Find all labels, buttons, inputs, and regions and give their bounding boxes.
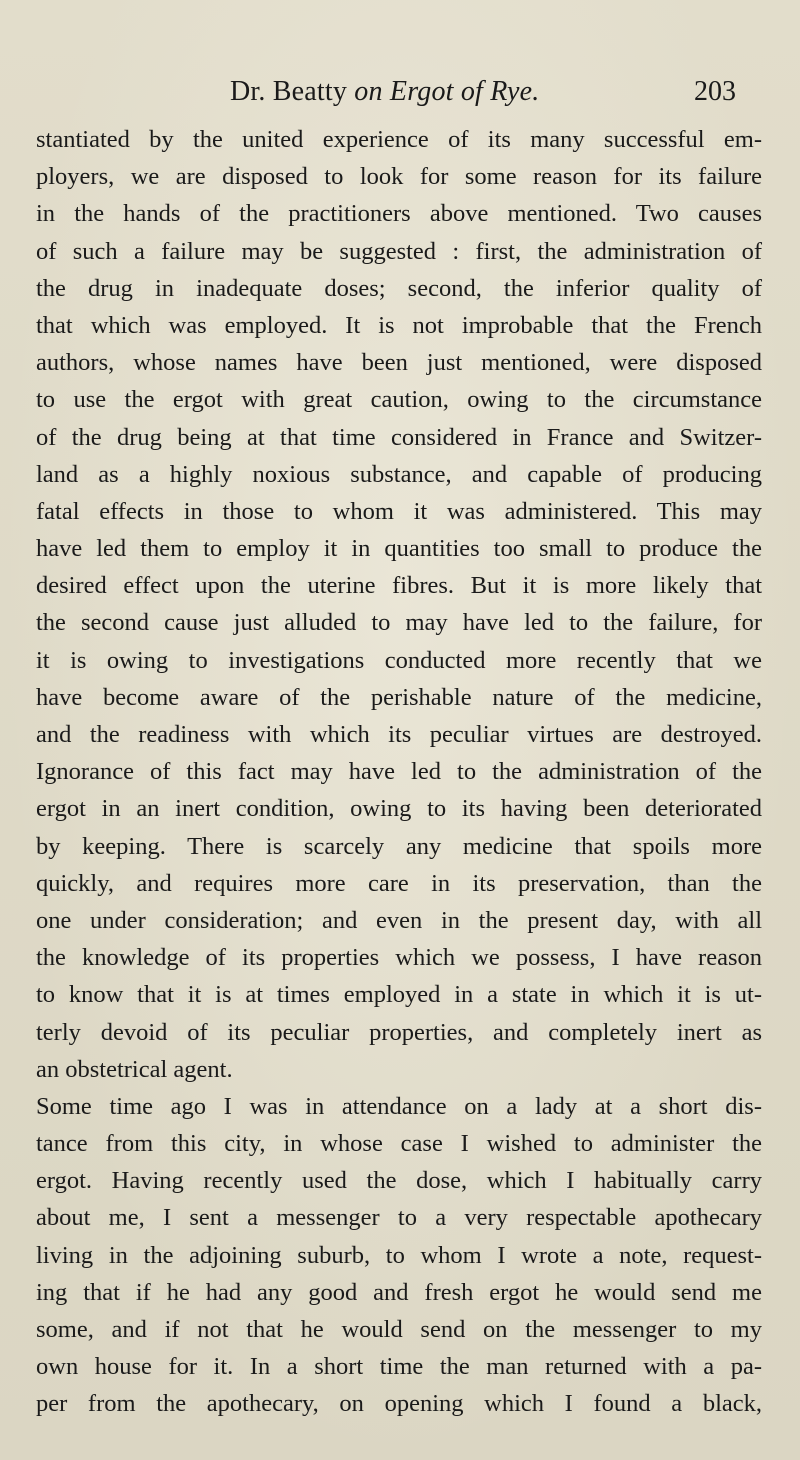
paragraph-start-line: Some time ago I was in attendance on a lady at a short dis-: [36, 1092, 762, 1120]
text-line: one under consideration; and even in the present day, with all: [36, 906, 762, 934]
running-title-on: on: [354, 76, 383, 107]
running-title-subject: Ergot of Rye.: [382, 76, 540, 107]
text-line: have led them to employ it in quantities too small to produce the: [36, 535, 762, 563]
text-line: tance from this city, in whose case I wished to administer the: [36, 1130, 762, 1158]
text-line: to know that it is at times employed in a state in which it is ut-: [36, 981, 762, 1009]
text-line: own house for it. In a short time the man returned with a pa-: [36, 1353, 762, 1381]
text-line: some, and if not that he would send on the messenger to my: [36, 1316, 762, 1343]
text-line: by keeping. There is scarcely any medicine that spoils more: [36, 832, 762, 860]
text-line: ergot in an inert condition, owing to its having been deteriorated: [36, 795, 762, 823]
page-number: 203: [694, 76, 736, 107]
text-line: that which was employed. It is not improbable that the French: [36, 311, 762, 339]
text-line: about me, I sent a messenger to a very respectable apothecary: [36, 1204, 762, 1232]
text-line: quickly, and requires more care in its preservation, than the: [36, 869, 762, 897]
text-line: stantiated by the united experience of its many successful em-: [36, 126, 762, 153]
text-line: of the drug being at that time considered in France and Switzer-: [36, 423, 762, 451]
running-title-author: Dr. Beatty: [230, 76, 355, 107]
text-line: ing that if he had any good and fresh ergot he would send me: [36, 1278, 762, 1306]
text-line: desired effect upon the uterine fibres. But it is more likely that: [36, 572, 762, 600]
paragraph-end-line: an obstetrical agent.: [36, 1055, 233, 1083]
text-line: the drug in inadequate doses; second, the inferior quality of: [36, 274, 762, 302]
text-line: living in the adjoining suburb, to whom I wrote a note, request-: [36, 1241, 762, 1269]
text-line: to use the ergot with great caution, owing to the circumstance: [36, 386, 762, 414]
text-line: in the hands of the practitioners above mentioned. Two causes: [36, 200, 762, 228]
text-line: ployers, we are disposed to look for some reason for its failure: [36, 163, 762, 191]
text-line: Ignorance of this fact may have led to the administration of the: [36, 758, 762, 786]
text-line: of such a failure may be suggested : first, the administration of: [36, 237, 762, 265]
running-title: [230, 72, 539, 112]
text-line: terly devoid of its peculiar properties, and completely inert as: [36, 1018, 762, 1046]
text-line: have become aware of the perishable nature of the medicine,: [36, 683, 762, 711]
running-head: [0, 72, 800, 112]
body-text: [36, 121, 762, 1423]
text-line: the second cause just alluded to may have led to the failure, for: [36, 609, 762, 637]
text-line: it is owing to investigations conducted more recently that we: [36, 646, 762, 674]
text-line: authors, whose names have been just mentioned, were disposed: [36, 349, 762, 377]
text-line: ergot. Having recently used the dose, which I habitually carry: [36, 1167, 762, 1195]
text-line: the knowledge of its properties which we possess, I have reason: [36, 944, 762, 972]
text-line: land as a highly noxious substance, and capable of producing: [36, 460, 762, 488]
text-line: per from the apothecary, on opening which I found a black,: [36, 1390, 762, 1418]
text-line: and the readiness with which its peculiar virtues are destroyed.: [36, 721, 762, 748]
text-line: fatal effects in those to whom it was administered. This may: [36, 497, 762, 525]
